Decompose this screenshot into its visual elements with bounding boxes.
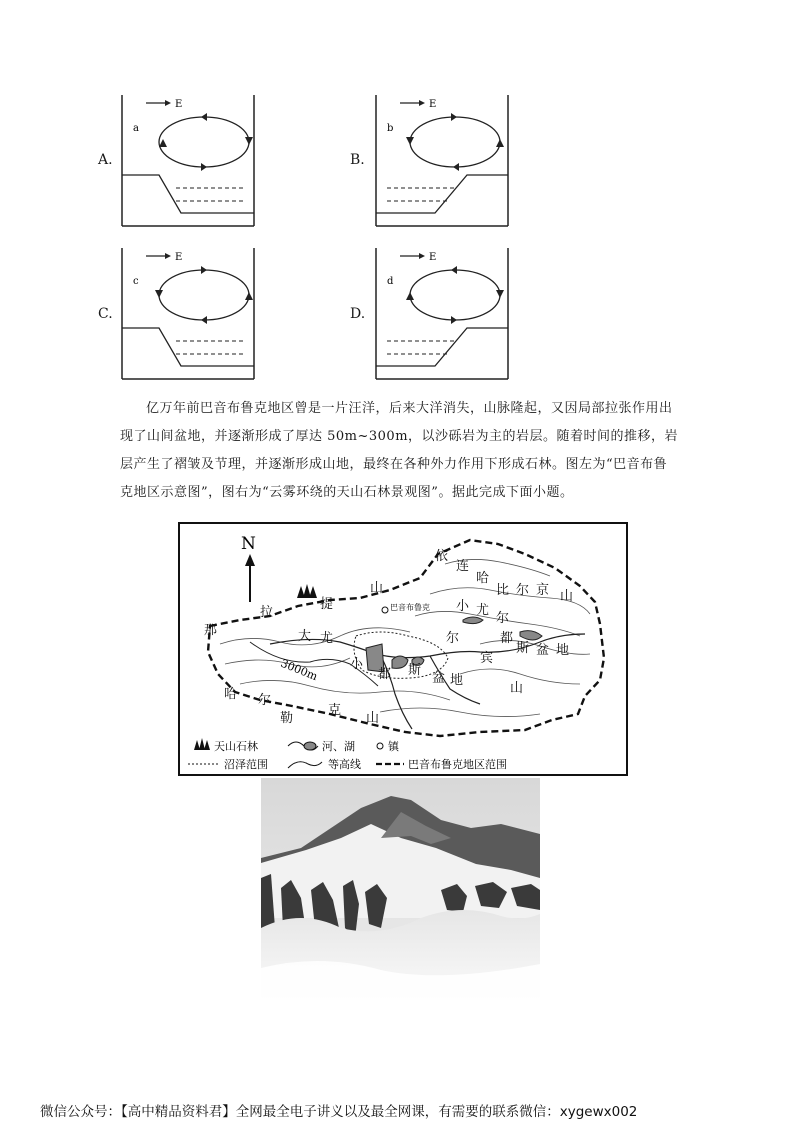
north-label: N bbox=[241, 534, 256, 554]
option-b-label: B. bbox=[350, 152, 365, 168]
diagram-tag: b bbox=[387, 123, 394, 134]
east-arrow-label: E bbox=[175, 99, 183, 110]
place-char: 拉 bbox=[260, 605, 274, 620]
east-arrow-label: E bbox=[429, 252, 437, 263]
legend-town: 镇 bbox=[388, 740, 399, 753]
option-d-diagram bbox=[375, 248, 510, 380]
place-char: 哈 bbox=[224, 687, 238, 702]
legend-stone-forest-icon bbox=[194, 738, 210, 750]
place-char: 尔 bbox=[496, 611, 510, 626]
place-char: 盆 bbox=[536, 643, 550, 658]
place-char: 盆 bbox=[432, 671, 446, 686]
stone-forest-icon bbox=[297, 584, 317, 598]
town-label: 巴音布鲁克 bbox=[390, 603, 430, 612]
contour-label: 3000m bbox=[278, 656, 320, 684]
place-char: 尔 bbox=[446, 631, 460, 646]
place-char: 尔 bbox=[258, 693, 272, 708]
place-char: 提 bbox=[320, 597, 334, 612]
place-char: 斯 bbox=[408, 663, 422, 678]
place-char: 山 bbox=[560, 589, 574, 604]
place-char: 宾 bbox=[480, 651, 494, 666]
option-d-label: D. bbox=[350, 306, 366, 322]
place-char: 山 bbox=[370, 581, 384, 596]
legend-river-lake: 河、湖 bbox=[322, 740, 355, 753]
option-a-label: A. bbox=[98, 152, 113, 168]
place-char: 都 bbox=[378, 667, 392, 682]
diagram-tag: d bbox=[387, 276, 394, 287]
stone-forest-photo bbox=[261, 778, 540, 1022]
place-char: 小 bbox=[350, 657, 364, 672]
place-char: 比 bbox=[496, 583, 510, 598]
place-char: 山 bbox=[366, 711, 380, 726]
place-char: 大 bbox=[298, 629, 312, 644]
passage-text: 亿万年前巴音布鲁克地区曾是一片汪洋，后来大洋消失，山脉隆起，又因局部拉张作用出现了山间盆地，并逐渐形成了厚达 50m~300m，以沙砾岩为主的岩层。随着时间的推移，岩层产生了褶皱及节理，并逐渐形成山地，最终在各种外力作用下形成石林。图左为“巴音布鲁克地区示意图”，图右为“云雾环绕的天山石林景观图”。据此完成下面小题。 bbox=[120, 401, 679, 500]
legend-stone-forest: 天山石林 bbox=[214, 740, 258, 753]
option-b-diagram bbox=[375, 95, 510, 227]
legend-lake-icon bbox=[304, 742, 316, 750]
place-char: 地 bbox=[556, 643, 570, 658]
place-char: 京 bbox=[536, 583, 550, 598]
place-char: 克 bbox=[328, 703, 342, 718]
place-char: 山 bbox=[510, 681, 524, 696]
place-char: 斯 bbox=[516, 641, 530, 656]
bayanbulak-map bbox=[178, 522, 628, 776]
place-char: 尔 bbox=[516, 583, 530, 598]
diagram-tag: c bbox=[133, 276, 139, 287]
place-char: 哈 bbox=[476, 571, 490, 586]
map-legend bbox=[188, 738, 507, 771]
east-arrow-label: E bbox=[175, 252, 183, 263]
diagram-tag: a bbox=[133, 123, 139, 134]
option-a-diagram bbox=[121, 95, 256, 227]
place-char: 尤 bbox=[476, 603, 490, 618]
legend-marsh: 沼泽范围 bbox=[224, 758, 268, 771]
place-char: 地 bbox=[450, 673, 464, 688]
legend-contour: 等高线 bbox=[328, 758, 361, 771]
footer-watermark: 微信公众号：【高中精品资料君】全网最全电子讲义以及最全网课，有需要的联系微信：xygewx002 bbox=[40, 1104, 638, 1120]
place-char: 都 bbox=[500, 631, 514, 646]
place-char: 依 bbox=[435, 549, 449, 564]
place-char: 尤 bbox=[320, 631, 334, 646]
place-char: 小 bbox=[456, 599, 470, 614]
option-c-label: C. bbox=[98, 306, 113, 322]
place-char: 勒 bbox=[280, 711, 294, 726]
legend-town-icon bbox=[377, 743, 383, 749]
legend-contour-icon bbox=[288, 762, 322, 768]
east-arrow-label: E bbox=[429, 99, 437, 110]
option-c-diagram bbox=[121, 248, 256, 380]
place-char: 连 bbox=[456, 559, 470, 574]
place-char: 那 bbox=[204, 623, 218, 638]
legend-boundary: 巴音布鲁克地区范围 bbox=[408, 758, 507, 771]
question-passage bbox=[120, 395, 680, 507]
